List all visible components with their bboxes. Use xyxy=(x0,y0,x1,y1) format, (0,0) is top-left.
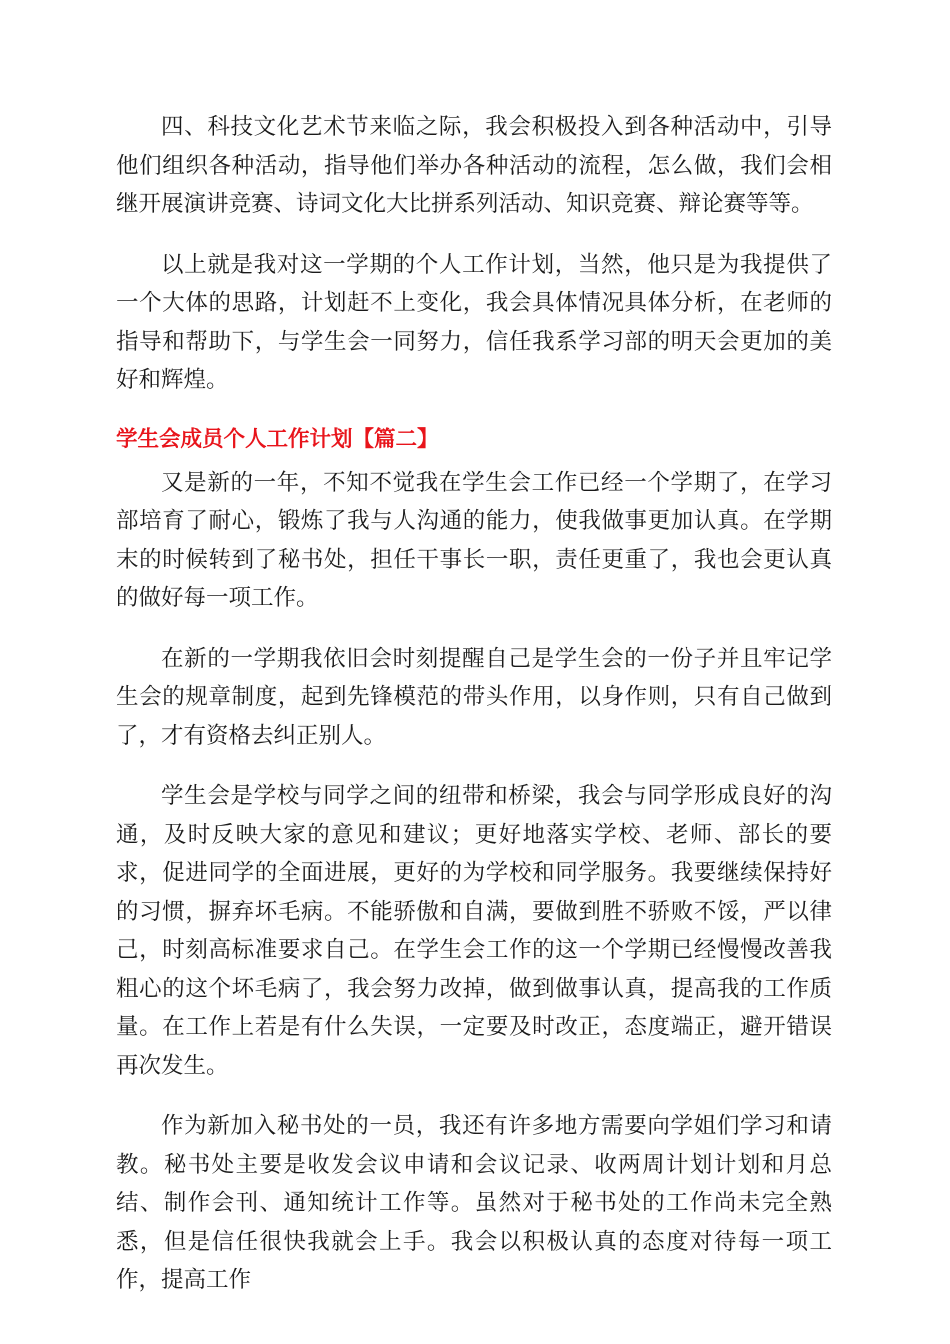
paragraph-new-year: 又是新的一年，不知不觉我在学生会工作已经一个学期了，在学习部培育了耐心，锻炼了我与人沟通的能力，使我做事更加认真。在学期末的时候转到了秘书处，担任干事长一职，责任更重了，我也会更认真的做好每一项工作。 xyxy=(116,469,832,611)
document-body xyxy=(116,108,832,1322)
section-heading: 学生会成员个人工作计划【篇二】 xyxy=(116,426,439,452)
paragraph-summary: 以上就是我对这一学期的个人工作计划，当然，他只是为我提供了一个大体的思路，计划赶不上变化，我会具体情况具体分析，在老师的指导和帮助下，与学生会一同努力，信任我系学习部的明天会更加的美好和辉煌。 xyxy=(116,251,832,393)
paragraph-rules: 在新的一学期我依旧会时刻提醒自己是学生会的一份子并且牢记学生会的规章制度，起到先锋模范的带头作用，以身作则，只有自己做到了，才有资格去纠正别人。 xyxy=(116,645,832,749)
paragraph-activities: 四、科技文化艺术节来临之际，我会积极投入到各种活动中，引导他们组织各种活动，指导他们举办各种活动的流程，怎么做，我们会相继开展演讲竞赛、诗词文化大比拼系列活动、知识竞赛、辩论赛等等。 xyxy=(116,114,832,217)
paragraph-bridge: 学生会是学校与同学之间的纽带和桥梁，我会与同学形成良好的沟通，及时反映大家的意见和建议；更好地落实学校、老师、部长的要求，促进同学的全面进展，更好的为学校和同学服务。我要继续保持好的习惯，摒弃坏毛病。不能骄傲和自满，要做到胜不骄败不馁，严以律己，时刻高标准要求自己。在学生会工作的这一个学期已经慢慢改善我粗心的这个坏毛病了，我会努力改掉，做到做事认真，提高我的工作质量。在工作上若是有什么失误，一定要及时改正，态度端正，避开错误再次发生。 xyxy=(116,783,832,1079)
paragraph-secretariat: 作为新加入秘书处的一员，我还有许多地方需要向学姐们学习和请教。秘书处主要是收发会议申请和会议记录、收两周计划计划和月总结、制作会刊、通知统计工作等。虽然对于秘书处的工作尚未完全熟悉，但是信任很快我就会上手。我会以积极认真的态度对待每一项工作，提高工作 xyxy=(116,1113,832,1293)
